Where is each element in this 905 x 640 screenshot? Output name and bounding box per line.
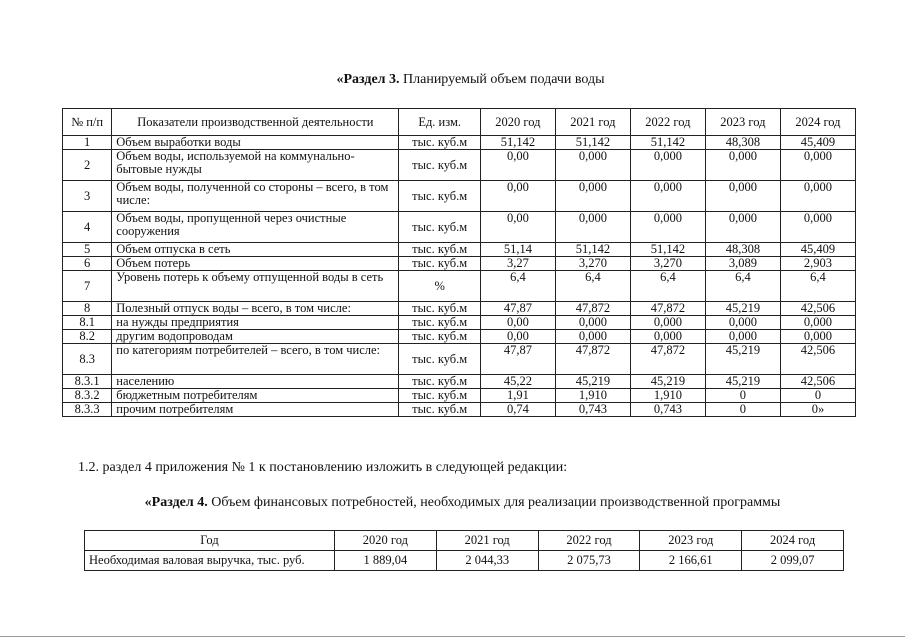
- header-cell: 2023 год: [640, 531, 742, 551]
- value-cell: 51,14: [480, 243, 555, 257]
- value-cell: 0,000: [705, 212, 780, 243]
- table-header-row: [63, 109, 856, 136]
- value-cell: 0: [780, 389, 855, 403]
- value-cell: 1 889,04: [335, 551, 437, 571]
- row-number: 3: [63, 181, 112, 212]
- value-cell: 0,000: [630, 150, 705, 181]
- indicator-name: Объем потерь: [112, 257, 399, 271]
- indicator-name: населению: [112, 375, 399, 389]
- value-cell: 45,409: [780, 243, 855, 257]
- section-3-title: [18, 72, 905, 88]
- table-row: [63, 330, 856, 344]
- section-4-title-bold: «Раздел 4.: [144, 495, 208, 510]
- indicator-name: Объем воды, полученной со стороны – всего, в том числе:: [112, 181, 399, 212]
- value-cell: 0,000: [705, 181, 780, 212]
- value-cell: 0,000: [780, 150, 855, 181]
- value-cell: 0,000: [630, 181, 705, 212]
- paragraph-1-2: 1.2. раздел 4 приложения № 1 к постановлению изложить в следующей редакции:: [78, 460, 568, 475]
- row-number: 5: [63, 243, 112, 257]
- value-cell: 0,00: [480, 316, 555, 330]
- header-cell: 2021 год: [555, 109, 630, 136]
- header-cell: 2022 год: [630, 109, 705, 136]
- header-cell: 2021 год: [436, 531, 538, 551]
- table-row: [63, 150, 856, 181]
- value-cell: 3,270: [555, 257, 630, 271]
- indicator-name: другим водопроводам: [112, 330, 399, 344]
- value-cell: 2 099,07: [742, 551, 844, 571]
- value-cell: 0,000: [555, 150, 630, 181]
- value-cell: 1,910: [630, 389, 705, 403]
- unit-cell: %: [399, 271, 480, 302]
- indicator-name: Полезный отпуск воды – всего, в том числе:: [112, 302, 399, 316]
- value-cell: 45,409: [780, 136, 855, 150]
- header-cell: Год: [85, 531, 335, 551]
- table-row: [63, 257, 856, 271]
- value-cell: 0,000: [555, 330, 630, 344]
- value-cell: 0,000: [780, 181, 855, 212]
- value-cell: 3,27: [480, 257, 555, 271]
- indicator-name: Объем выработки воды: [112, 136, 399, 150]
- row-number: 8.2: [63, 330, 112, 344]
- value-cell: 0,00: [480, 150, 555, 181]
- value-cell: 2,903: [780, 257, 855, 271]
- value-cell: 2 166,61: [640, 551, 742, 571]
- section-3-title-rest: Планируемый объем подачи воды: [399, 72, 605, 87]
- value-cell: 47,872: [555, 302, 630, 316]
- unit-cell: тыс. куб.м: [399, 302, 480, 316]
- unit-cell: тыс. куб.м: [399, 136, 480, 150]
- header-cell: 2020 год: [480, 109, 555, 136]
- value-cell: 0,000: [780, 212, 855, 243]
- row-number: 6: [63, 257, 112, 271]
- value-cell: 0,743: [630, 403, 705, 417]
- unit-cell: тыс. куб.м: [399, 403, 480, 417]
- table-row: [63, 302, 856, 316]
- value-cell: 0,000: [705, 330, 780, 344]
- section-3-title-bold: «Раздел 3.: [336, 72, 400, 87]
- header-cell: № п/п: [63, 109, 112, 136]
- value-cell: 0,00: [480, 181, 555, 212]
- value-cell: 42,506: [780, 344, 855, 375]
- section-4-title: [10, 495, 905, 511]
- value-cell: 0,000: [555, 316, 630, 330]
- value-cell: 47,872: [555, 344, 630, 375]
- value-cell: 6,4: [780, 271, 855, 302]
- table-body: [63, 136, 856, 417]
- value-cell: 51,142: [630, 243, 705, 257]
- unit-cell: тыс. куб.м: [399, 375, 480, 389]
- table-row: [63, 136, 856, 150]
- indicator-name: по категориям потребителей – всего, в том числе:: [112, 344, 399, 375]
- table-row: [85, 551, 844, 571]
- value-cell: 0,000: [630, 330, 705, 344]
- value-cell: 0,00: [480, 212, 555, 243]
- unit-cell: тыс. куб.м: [399, 389, 480, 403]
- header-cell: 2024 год: [780, 109, 855, 136]
- indicator-name: Объем отпуска в сеть: [112, 243, 399, 257]
- value-cell: 47,87: [480, 344, 555, 375]
- row-number: 4: [63, 212, 112, 243]
- header-cell: Показатели производственной деятельности: [112, 109, 399, 136]
- value-cell: 0,000: [555, 212, 630, 243]
- table-row: [63, 271, 856, 302]
- value-cell: 0,74: [480, 403, 555, 417]
- unit-cell: тыс. куб.м: [399, 150, 480, 181]
- value-cell: 2 075,73: [538, 551, 640, 571]
- value-cell: 0,000: [630, 316, 705, 330]
- value-cell: 0,000: [630, 212, 705, 243]
- table-row: [63, 181, 856, 212]
- value-cell: 45,22: [480, 375, 555, 389]
- table-row: [63, 212, 856, 243]
- row-number: 8: [63, 302, 112, 316]
- header-cell: 2020 год: [335, 531, 437, 551]
- indicator-name: бюджетным потребителям: [112, 389, 399, 403]
- water-supply-table: [62, 108, 856, 417]
- value-cell: 0,000: [705, 316, 780, 330]
- unit-cell: тыс. куб.м: [399, 316, 480, 330]
- page-divider: [0, 636, 905, 637]
- value-cell: 45,219: [555, 375, 630, 389]
- table-row: [63, 243, 856, 257]
- value-cell: 3,089: [705, 257, 780, 271]
- value-cell: 45,219: [630, 375, 705, 389]
- value-cell: 0,000: [780, 316, 855, 330]
- value-cell: 42,506: [780, 375, 855, 389]
- table-header-row: [85, 531, 844, 551]
- unit-cell: тыс. куб.м: [399, 257, 480, 271]
- unit-cell: тыс. куб.м: [399, 212, 480, 243]
- unit-cell: тыс. куб.м: [399, 181, 480, 212]
- value-cell: 47,872: [630, 344, 705, 375]
- value-cell: 0,000: [780, 330, 855, 344]
- table-row: [63, 403, 856, 417]
- value-cell: 0: [705, 403, 780, 417]
- value-cell: 48,308: [705, 136, 780, 150]
- header-cell: Ед. изм.: [399, 109, 480, 136]
- indicator-name: Объем воды, используемой на коммунально-бытовые нужды: [112, 150, 399, 181]
- financial-needs-table: [84, 530, 844, 571]
- value-cell: 42,506: [780, 302, 855, 316]
- table-row: [63, 344, 856, 375]
- header-cell: 2022 год: [538, 531, 640, 551]
- section-4-title-rest: Объем финансовых потребностей, необходимых для реализации производственной программы: [207, 495, 781, 510]
- value-cell: 48,308: [705, 243, 780, 257]
- value-cell: 1,91: [480, 389, 555, 403]
- value-cell: 2 044,33: [436, 551, 538, 571]
- indicator-name: на нужды предприятия: [112, 316, 399, 330]
- row-number: 1: [63, 136, 112, 150]
- value-cell: 6,4: [630, 271, 705, 302]
- indicator-name: прочим потребителям: [112, 403, 399, 417]
- value-cell: 6,4: [480, 271, 555, 302]
- row-number: 7: [63, 271, 112, 302]
- value-cell: 51,142: [480, 136, 555, 150]
- table-row: [63, 375, 856, 389]
- value-cell: 0»: [780, 403, 855, 417]
- unit-cell: тыс. куб.м: [399, 330, 480, 344]
- value-cell: 51,142: [630, 136, 705, 150]
- value-cell: 51,142: [555, 136, 630, 150]
- row-number: 8.1: [63, 316, 112, 330]
- row-number: 8.3.3: [63, 403, 112, 417]
- row-number: 8.3.1: [63, 375, 112, 389]
- value-cell: 45,219: [705, 344, 780, 375]
- value-cell: 51,142: [555, 243, 630, 257]
- value-cell: 3,270: [630, 257, 705, 271]
- row-number: 2: [63, 150, 112, 181]
- value-cell: 6,4: [555, 271, 630, 302]
- value-cell: 1,910: [555, 389, 630, 403]
- value-cell: 0,000: [555, 181, 630, 212]
- row-number: 8.3.2: [63, 389, 112, 403]
- value-cell: 47,87: [480, 302, 555, 316]
- value-cell: 0,000: [705, 150, 780, 181]
- row-number: 8.3: [63, 344, 112, 375]
- value-cell: 47,872: [630, 302, 705, 316]
- unit-cell: тыс. куб.м: [399, 344, 480, 375]
- value-cell: 0,00: [480, 330, 555, 344]
- value-cell: 45,219: [705, 302, 780, 316]
- header-cell: 2024 год: [742, 531, 844, 551]
- value-cell: 0,743: [555, 403, 630, 417]
- row-label: Необходимая валовая выручка, тыс. руб.: [85, 551, 335, 571]
- value-cell: 6,4: [705, 271, 780, 302]
- indicator-name: Уровень потерь к объему отпущенной воды в сеть: [112, 271, 399, 302]
- value-cell: 0: [705, 389, 780, 403]
- table-row: [63, 316, 856, 330]
- indicator-name: Объем воды, пропущенной через очистные сооружения: [112, 212, 399, 243]
- header-cell: 2023 год: [705, 109, 780, 136]
- value-cell: 45,219: [705, 375, 780, 389]
- table-row: [63, 389, 856, 403]
- unit-cell: тыс. куб.м: [399, 243, 480, 257]
